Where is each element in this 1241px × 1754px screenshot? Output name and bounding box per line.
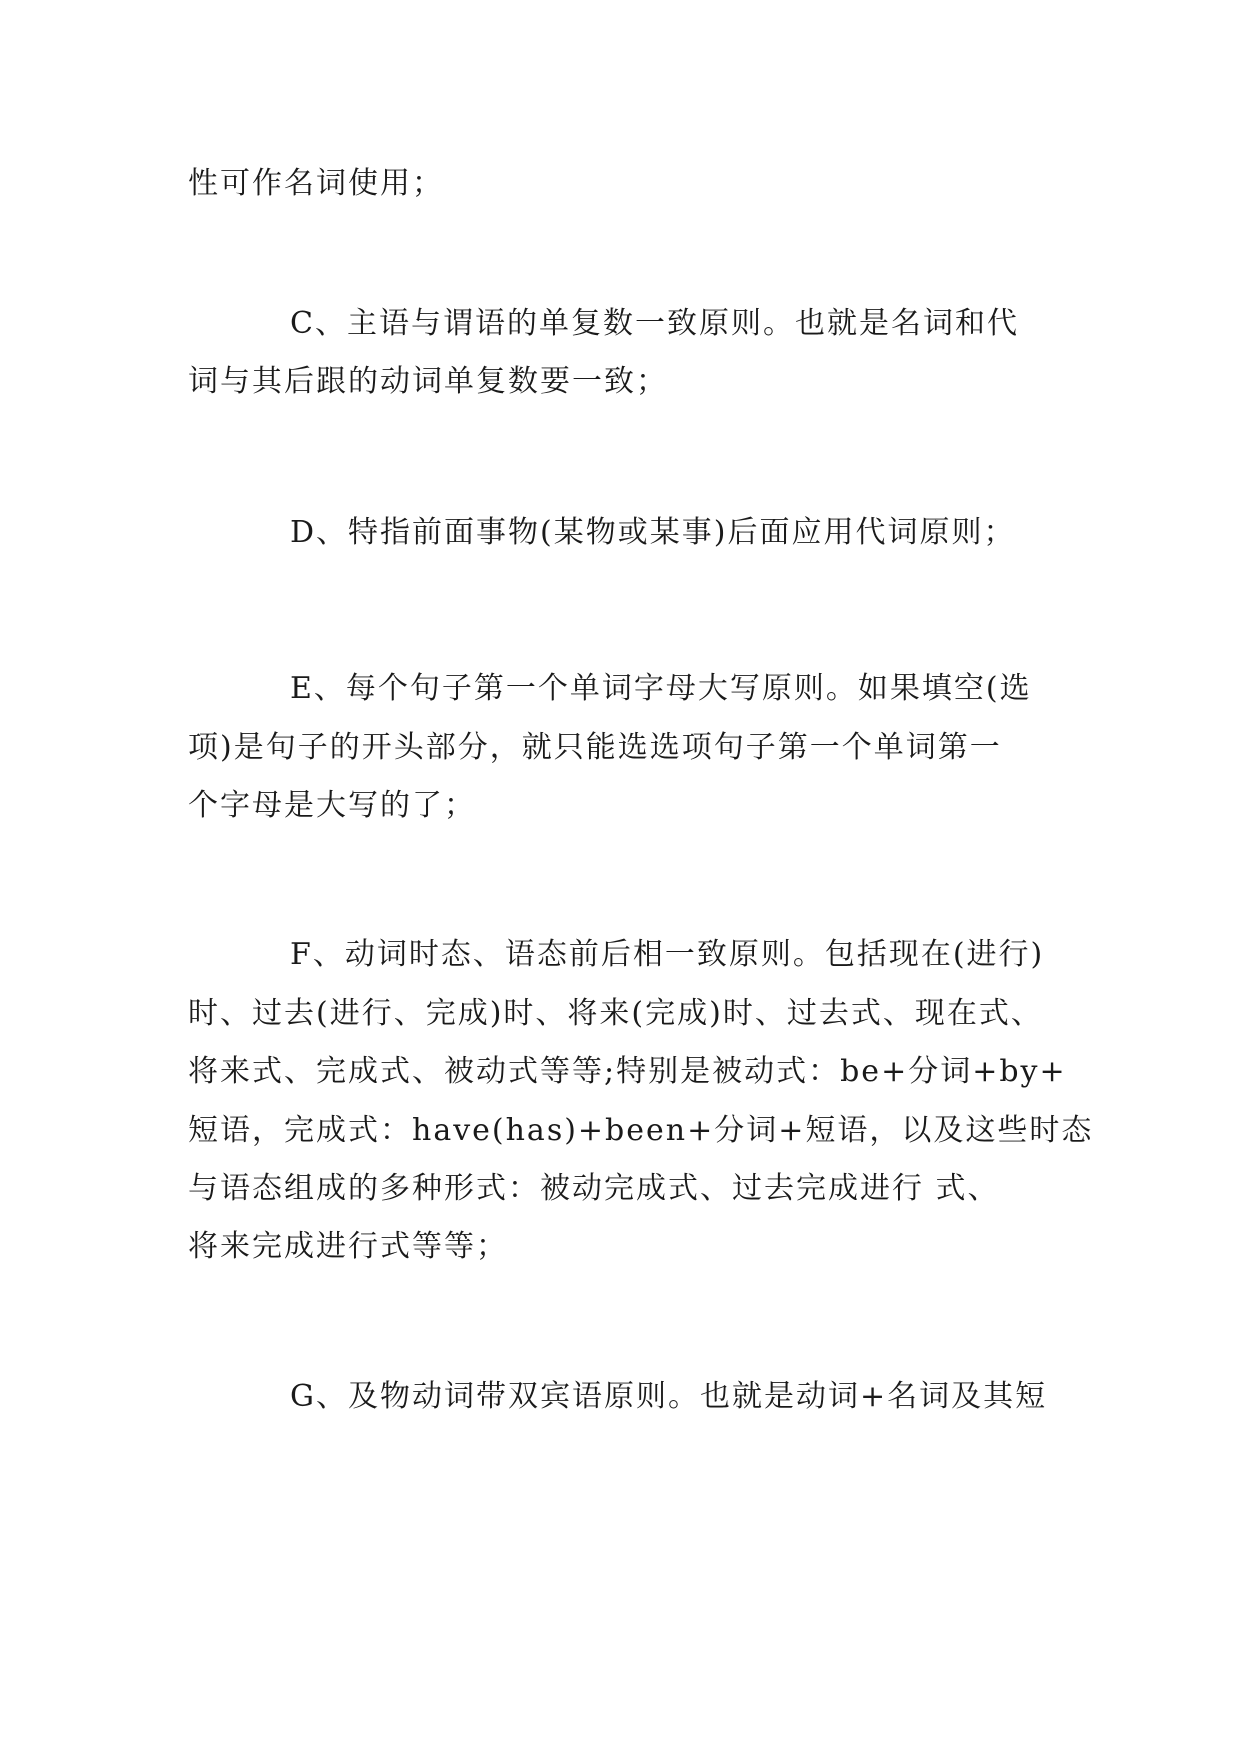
text-line: 将来完成进行式等等； [188,1229,508,1264]
text-line: 词与其后跟的动词单复数要一致； [188,364,668,399]
paragraph-d-line: D、特指前面事物(某物或某事)后面应用代词原则； [290,515,1016,550]
text-line: 性可作名词使用； [188,166,444,201]
text-line: 时、过去(进行、完成)时、将来(完成)时、过去式、现在式、 [188,996,1043,1031]
text-line: 项)是句子的开头部分，就只能选选项句子第一个单词第一 [188,730,1002,765]
text-line: 个字母是大写的了； [188,788,476,823]
paragraph-e-line: E、每个句子第一个单词字母大写原则。如果填空(选 [290,671,1032,706]
paragraph-f-line: F、动词时态、语态前后相一致原则。包括现在(进行) [290,937,1045,972]
paragraph-c-line: C、主语与谓语的单复数一致原则。也就是名词和代 [290,306,1019,341]
text-line: 将来式、完成式、被动式等等;特别是被动式：be+分词+by+ [188,1054,1067,1089]
paragraph-g-line: G、及物动词带双宾语原则。也就是动词+名词及其短 [290,1379,1048,1414]
text-line: 与语态组成的多种形式：被动完成式、过去完成进行 式、 [188,1171,1000,1206]
text-line: 短语，完成式：have(has)+been+分词+短语，以及这些时态 [188,1113,1094,1148]
